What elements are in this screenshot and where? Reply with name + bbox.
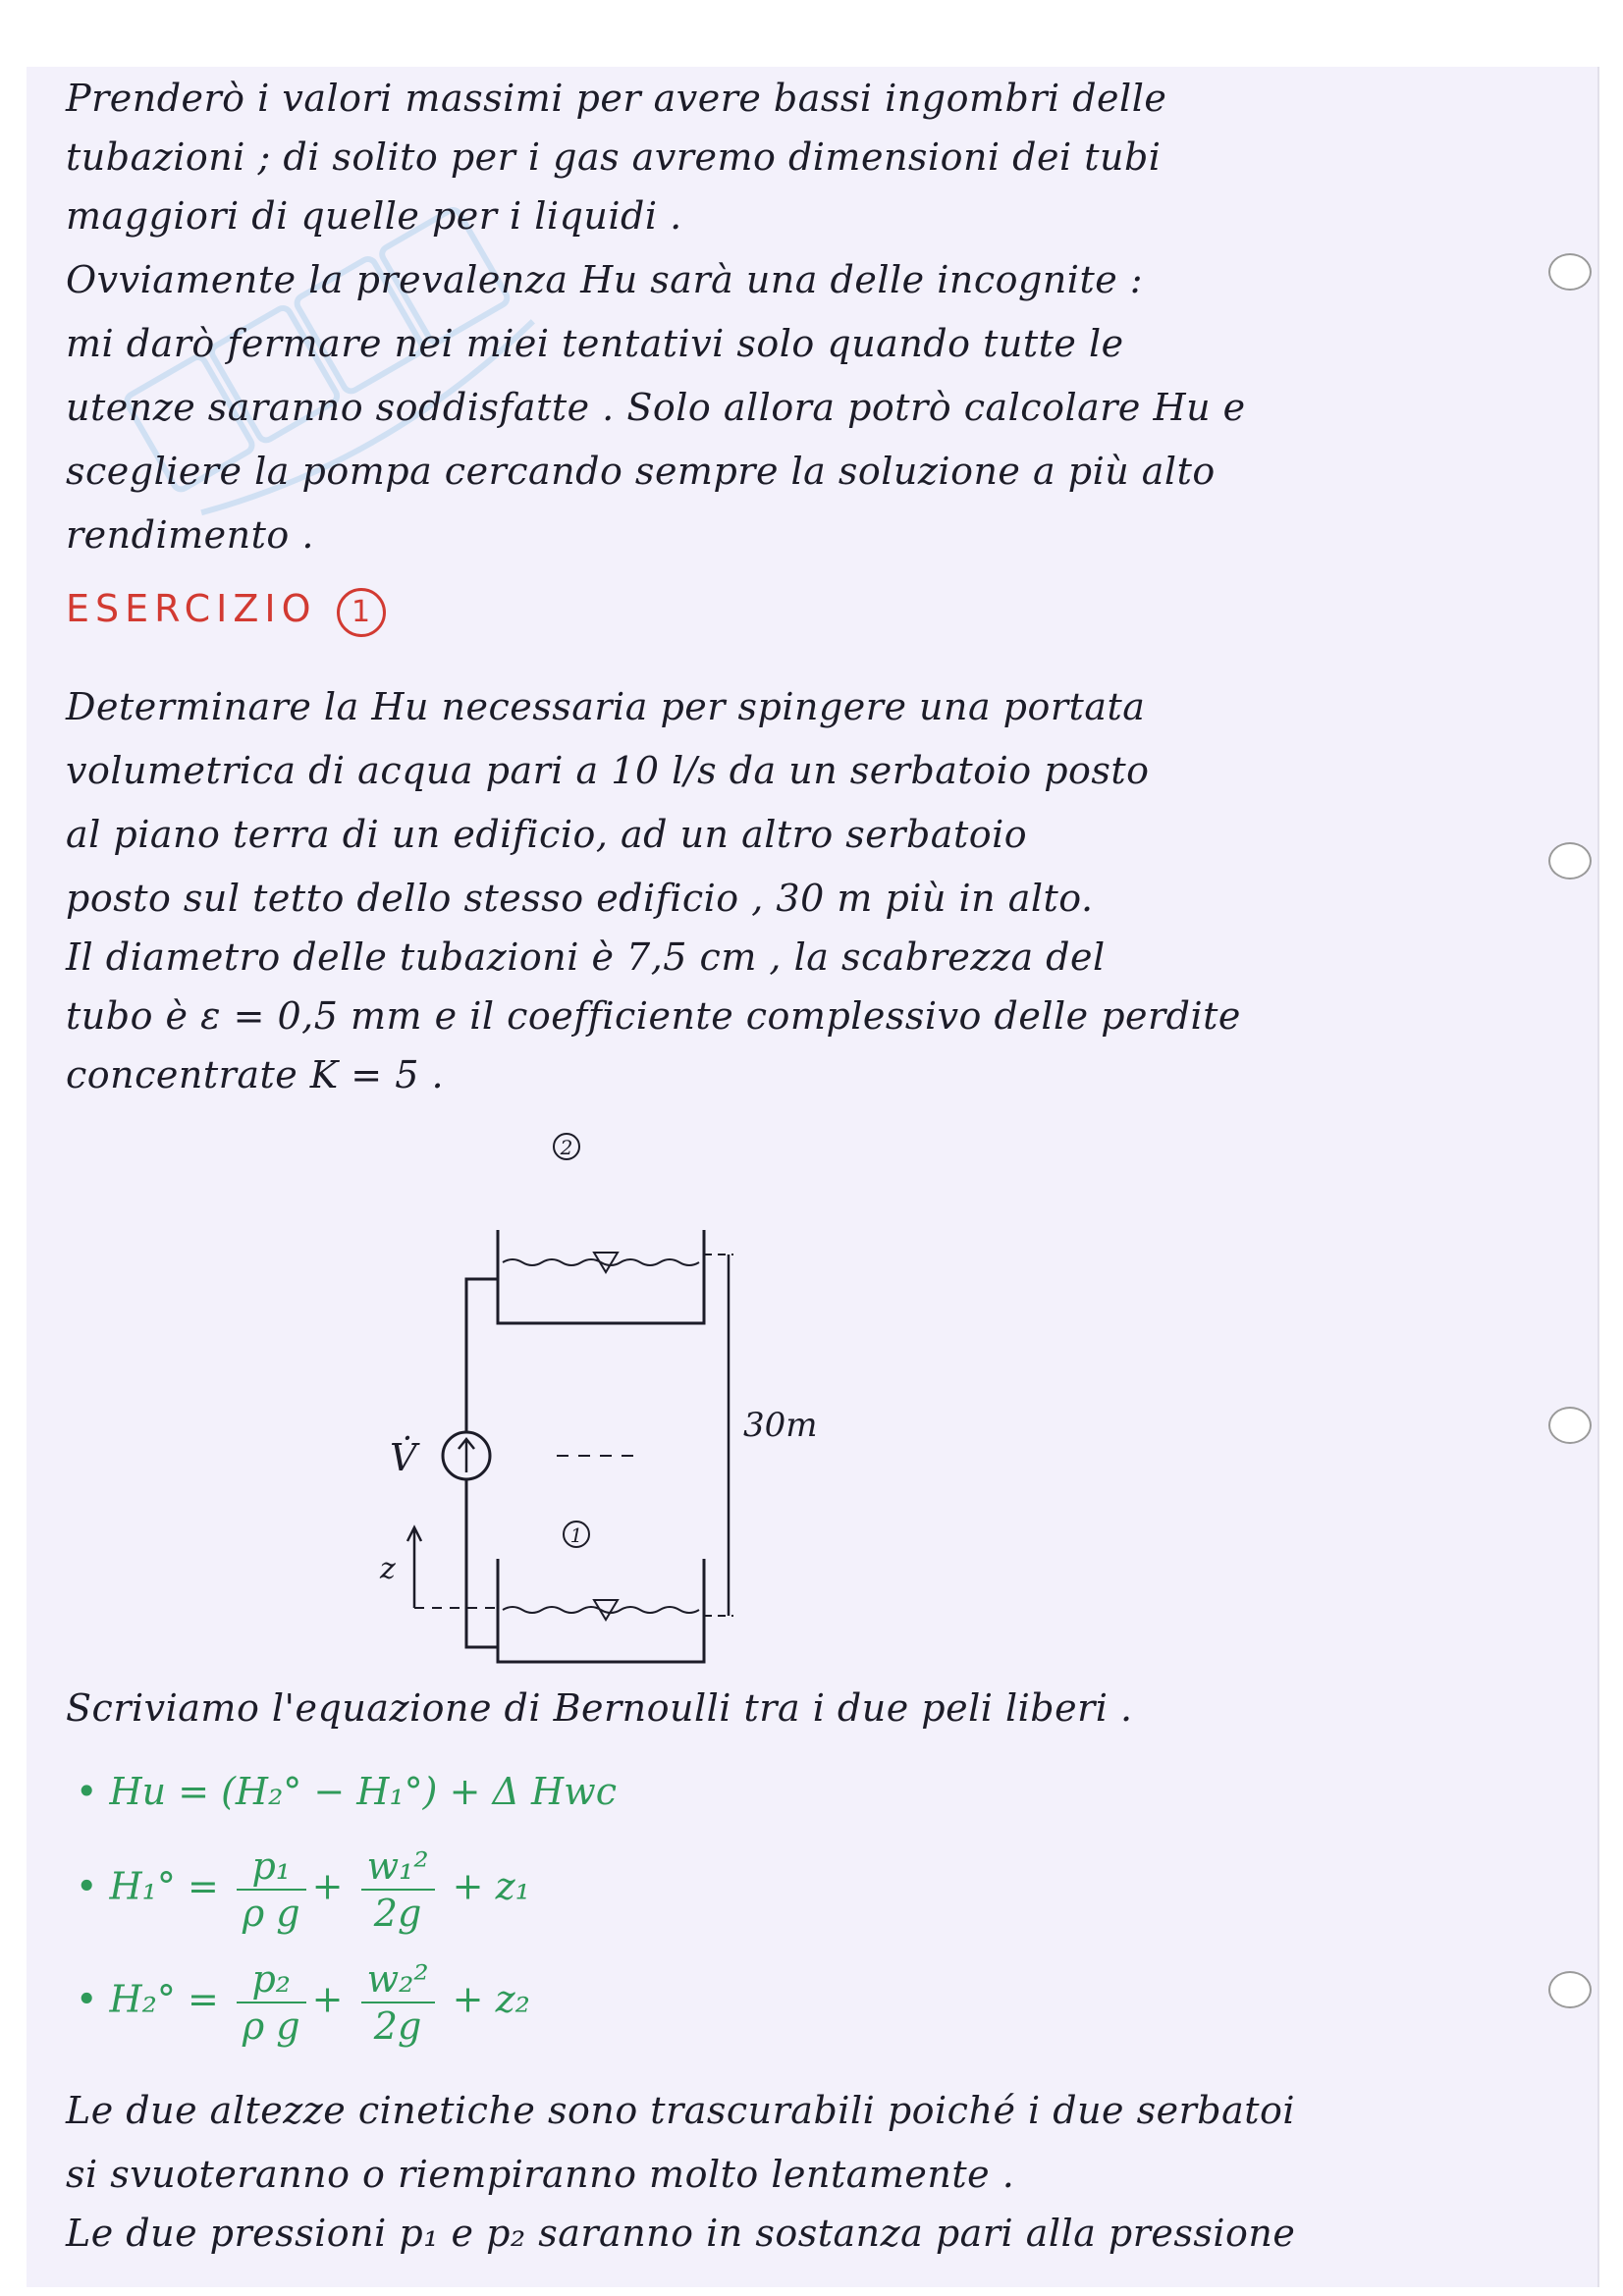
text-line: Prenderò i valori massimi per avere bassi ingombri delle xyxy=(66,77,1167,120)
fraction-kinetic: $\frac{\text{w₂²}}{2g}$ xyxy=(361,1956,435,2049)
text-line: Scriviamo l'equazione di Bernoulli tra i due peli liberi . xyxy=(66,1686,1133,1730)
equation-z: + z₁ xyxy=(452,1864,530,1908)
text-line: Ovviamente la prevalenza Hu sarà una delle incognite : xyxy=(66,258,1144,301)
text-line: scegliere la pompa cercando sempre la soluzione a più alto xyxy=(66,450,1216,493)
binder-hole xyxy=(1548,253,1592,291)
binder-hole xyxy=(1548,842,1592,880)
upper-tank xyxy=(498,1230,704,1323)
equation-h2: • H₂° = $\frac{\text{p₂}}{\text{ρ g}}$ + $\frac{\text{w₂²}}{2g}$ + z₂ xyxy=(76,1957,530,2048)
text-line: Le due altezze cinetiche sono trascurabili poiché i due serbatoi xyxy=(66,2089,1296,2132)
equation-h1: • H₁° = $\frac{\text{p₁}}{\text{ρ g}}$ + $\frac{\text{w₁²}}{2g}$ + z₁ xyxy=(76,1844,530,1935)
text-line: utenze saranno soddisfatte . Solo allora potrò calcolare Hu e xyxy=(66,386,1246,429)
text-line: si svuoteranno o riempiranno molto lentamente . xyxy=(66,2153,1015,2196)
pipe xyxy=(466,1279,498,1647)
equation-text: Hu = (H₂° − H₁°) + Δ Hwc xyxy=(109,1770,617,1813)
equation-hu: • Hu = (H₂° − H₁°) + Δ Hwc xyxy=(76,1770,617,1813)
text-line: rendimento . xyxy=(66,513,314,557)
binder-hole xyxy=(1548,1971,1592,2008)
exercise-heading xyxy=(66,587,386,637)
fraction-kinetic: $\frac{\text{w₁²}}{2g}$ xyxy=(361,1843,435,1936)
flow-label: V̇ xyxy=(390,1436,417,1479)
fraction-pressure: $\frac{\text{p₁}}{\text{ρ g}}$ xyxy=(237,1843,306,1936)
equation-z: + z₂ xyxy=(452,1977,530,2021)
text-line: Determinare la Hu necessaria per spingere una portata xyxy=(66,685,1146,728)
equation-lhs: H₂° = xyxy=(109,1977,219,2021)
height-label: 30m xyxy=(743,1406,818,1445)
z-label: z xyxy=(380,1552,396,1586)
text-line: mi darò fermare nei miei tentativi solo quando tutte le xyxy=(66,322,1124,365)
text-line: tubo è ε = 0,5 mm e il coefficiente complessivo delle perdite xyxy=(66,994,1241,1038)
text-line: al piano terra di un edificio, ad un altro serbatoio xyxy=(66,813,1028,856)
text-line: tubazioni ; di solito per i gas avremo dimensioni dei tubi xyxy=(66,135,1162,179)
tank-label-2: 2 xyxy=(560,1136,573,1159)
notebook-page xyxy=(27,67,1599,2287)
text-line: Il diametro delle tubazioni è 7,5 cm , la scabrezza del xyxy=(66,935,1106,979)
tank-label-1: 1 xyxy=(569,1523,583,1547)
tank-pump-diagram xyxy=(351,1117,959,1667)
text-line: posto sul tetto dello stesso edificio , 30 m più in alto. xyxy=(66,877,1094,920)
exercise-title: ESERCIZIO xyxy=(66,587,317,630)
exercise-number: 1 xyxy=(337,588,386,637)
text-line: volumetrica di acqua pari a 10 l/s da un serbatoio posto xyxy=(66,749,1150,792)
fraction-pressure: $\frac{\text{p₂}}{\text{ρ g}}$ xyxy=(237,1956,306,2049)
equation-lhs: H₁° = xyxy=(109,1864,219,1908)
text-line: maggiori di quelle per i liquidi . xyxy=(66,194,682,238)
binder-hole xyxy=(1548,1407,1592,1444)
text-line: Le due pressioni p₁ e p₂ saranno in sostanza pari alla pressione xyxy=(66,2212,1296,2255)
z-arrow xyxy=(407,1527,421,1608)
text-line: concentrate K = 5 . xyxy=(66,1053,445,1096)
